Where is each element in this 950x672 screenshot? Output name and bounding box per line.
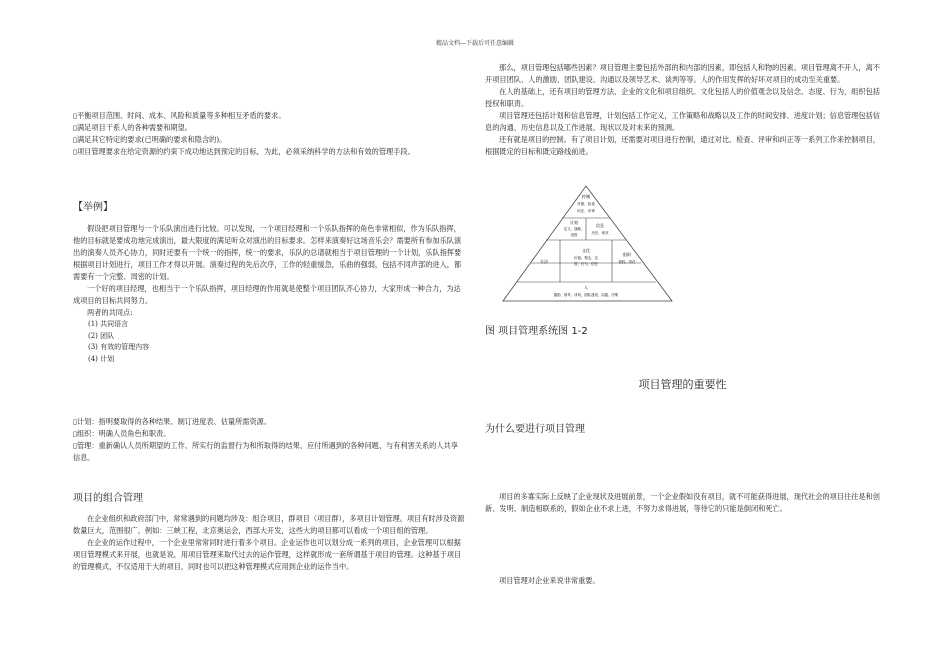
common-points-intro: 两者的共同点:	[87, 308, 133, 317]
list-item: (2) 团队	[88, 331, 115, 340]
plan-title: 计划	[570, 220, 578, 225]
conclusion-paragraph: 项目管理对企业来说非常重要。	[499, 576, 600, 585]
project-management-pyramid	[500, 183, 675, 306]
section-body	[73, 513, 465, 573]
plan-detail: 定义、战略、	[563, 227, 585, 231]
right-intro	[485, 62, 880, 158]
section-title: 项目的组合管理	[73, 493, 143, 504]
right-paragraph: 在人的基础上，还有项目的管理方法、企业的文化和项目组织。文化包括人的价值观念以及信念、态度、行为，组织包括授权和职责。	[485, 87, 880, 108]
bullet-item: ▯满足其它特定的要求(已明确的要求和隐含的)。	[73, 135, 227, 144]
bullet-item: ▯计划：指明要取得的各种结果、制订进度表、估量所需资源。	[73, 417, 272, 426]
section-paragraph: 在企业组织和政府部门中，常常遇到的问题均涉及：组合项目，群项目（项目群），多项目计划管理。项目有时涉及资源数量巨大，范围很广，例如：三峡工程，北京奥运会，西部大开发，这些大的项目都可以看成一个项目组的管理。	[73, 514, 465, 535]
conclusion-body	[485, 575, 880, 587]
culture-detail: 度、行为、信任	[574, 262, 598, 266]
bullet-item: ▯满足项目干系人的各种需要和期望。	[73, 123, 192, 132]
why-title: 为什么要进行项目管理	[485, 424, 585, 435]
list-item: (3) 有效的管理内容	[88, 343, 150, 351]
example-block	[73, 223, 465, 365]
why-body	[485, 491, 880, 515]
method-title: 方法	[540, 259, 548, 264]
control-detail: 对照、检查	[577, 202, 595, 206]
org-title: 组织	[623, 252, 631, 257]
example-paragraph: 一个好的项目经理，也相当于一个乐队指挥，项目经理的作用就是使整个项目团队齐心协力，大家形成一种合力，为达成项目的目标共同努力。	[73, 284, 461, 305]
right-paragraph: 还有就是项目的控制。有了项目计划，还需要对项目进行控制，通过对比、检查、评审和纠正等一系列工作来控制项目，根据既定的目标和既定路线前进。	[485, 135, 880, 156]
culture-detail: 价值、观念、态	[574, 256, 598, 260]
bullet-item: ▯管理：重新确认人员所期望的工作、所实行的监督行为和所取得的结果、应付所遇到的各种问题、与有利害关系的人共享信息。	[73, 441, 458, 462]
plan-detail: 进度	[570, 233, 578, 237]
example-heading: 【举例】	[73, 202, 113, 213]
why-paragraph: 项目的多寡实际上反映了企业现状及进展前景，一个企业假如没有项目，就不可能获得进展，现代社会的项目往往是和创新、发明、制造相联系的，假如企业不求上进，不努力求得进展，等待它的只能是倒闭和死亡。	[485, 492, 880, 513]
info-title: 信息	[596, 223, 604, 228]
right-paragraph: 那么，项目管理包括哪些因素？项目管理主要包括外部的和内部的因素，即包括人和物的因素。项目管理离不开人，离不开项目团队、人的激励、团队建设、沟通以及领导艺术、谈判等等。人的作用发挥的好坏对项目的成功至关重要。	[485, 63, 880, 84]
example-paragraph: 假设把项目管理与一个乐队演出进行比较。可以发现，一个项目经理和一个乐队指挥的角色非常相似，作为乐队指挥，他的目标就是要成功地完成演出，最大限度的满足听众对演出的目标要求。怎样来演奏好这场音乐会？需要所有参加乐队演出的演奏人员齐心协力，同时还要有一个统一的指挥，统一的要求，乐队的总谱就相当于项目管理的一个计划，乐队指挥要根据项目计划进行，项目工作才得以开展。演奏过程的先后次序，工作的轻重缓急，乐曲的强弱，包括不同声部的进入，都需要有一个完整、周密的计划。	[73, 224, 462, 281]
importance-title: 项目管理的重要性	[638, 378, 727, 391]
common-points-list	[73, 319, 465, 365]
bullet-item: ▯组织：明确人员角色和职责。	[73, 429, 171, 438]
left-bullets-1	[73, 110, 465, 158]
right-paragraph: 项目管理还包括计划和信息管理，计划包括工作定义，工作策略和战略以及工作的时间安排、进度计划；信息管理包括信息的沟通、历史信息以及工作进展、现状以及对未来的预测。	[485, 111, 880, 132]
control-detail: 纠正、评审	[577, 209, 595, 213]
section-paragraph: 在企业的运作过程中，一个企业里常常同时进行着多个项目。企业运作也可以划分成一系列的项目，企业管理可以根据项目管理模式来开展，也就是说，用项目管理来取代过去的运作管理，这样就形成一套所谓基于项目的管理。这种基于项目的管理模式，不仅适用于大的项目，同时也可以把这种管理模式应用到企业的运作当中。	[73, 538, 462, 571]
figure-caption: 图 项目管理系统图 1-2	[485, 326, 588, 337]
people-detail: 激励、领导、谈判、团队建设、沟通、决策	[553, 293, 619, 297]
list-item: (4) 计划	[88, 354, 115, 363]
bullet-item: ▯平衡项目范围、时间、成本、风险和质量等多种相互矛盾的要求。	[73, 111, 286, 120]
people-title: 人	[584, 285, 588, 290]
org-detail: 授权、责任	[618, 260, 636, 264]
info-detail: 历史、现状	[591, 231, 609, 235]
page-header: 精品文档---下载后可任意编辑	[435, 40, 515, 47]
list-item: (1) 共同语言	[88, 320, 129, 328]
culture-title: 文化	[582, 248, 590, 253]
left-bullets-2	[73, 416, 465, 464]
bullet-item: ▯项目管理要求在给定资源的约束下成功地达到预定的目标，为此，必须采纳科学的方法和有效的管理手段。	[73, 147, 415, 156]
control-title: 控制	[581, 194, 591, 199]
